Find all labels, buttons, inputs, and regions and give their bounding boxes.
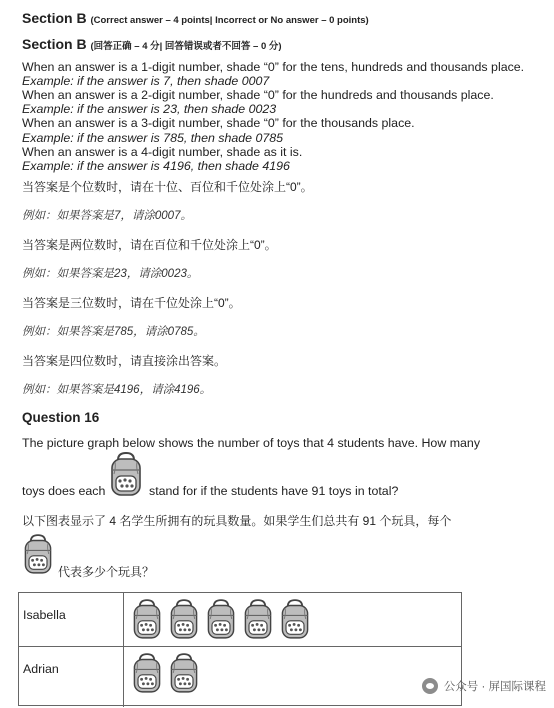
cn-rule-2: 当答案是两位数时，请在百位和千位处涂上“0”。 [22, 238, 277, 252]
toy-bag-icon [106, 450, 146, 503]
section-b-scoring-cn: (回答正确 – 4 分| 回答错误或者不回答 – 0 分) [90, 41, 282, 52]
toy-icons-adrian [129, 651, 202, 695]
toy-bag-icon [166, 597, 202, 641]
question-text-line-2a: toys does each [22, 484, 106, 498]
section-b-scoring-en: (Correct answer – 4 points| Incorrect or No answer – 0 points) [90, 15, 369, 26]
instruction-rule-en: When an answer is a 2-digit number, shade “0” for the hundreds and thousands place. [22, 88, 494, 103]
instruction-example-en: Example: if the answer is 785, then shade 0785 [22, 130, 284, 145]
question-title: Question 16 [22, 410, 100, 425]
toy-bag-icon [20, 532, 56, 581]
toy-icons-isabella [129, 597, 313, 641]
student-name: Isabella [23, 608, 66, 622]
toy-bag-icon [129, 597, 165, 641]
cn-example-3: 例如：如果答案是785，请涂0785。 [22, 326, 205, 338]
question-cn-line-1: 以下图表显示了 4 名学生所拥有的玩具数量。如果学生们总共有 91 个玩具，每个 [22, 514, 452, 528]
instruction-example-en: Example: if the answer is 23, then shade 0023 [22, 102, 277, 117]
watermark [422, 678, 546, 694]
cn-rule-3: 当答案是三位数时，请在千位处涂上“0”。 [22, 296, 241, 310]
toy-bag-icon [203, 597, 239, 641]
question-text-line-2b: stand for if the students have 91 toys in total? [149, 484, 399, 498]
question-text-line-1: The picture graph below shows the number of toys that 4 students have. How many [22, 436, 481, 450]
instruction-rule-en: When an answer is a 3-digit number, shade “0” for the thousands place. [22, 116, 415, 131]
student-name: Adrian [23, 662, 59, 676]
toy-bag-icon [129, 651, 165, 695]
instruction-rule-en: When an answer is a 4-digit number, shade as it is. [22, 144, 303, 159]
graph-row-isabella [19, 593, 461, 646]
section-b-title-en: Section B [22, 10, 87, 26]
toy-bag-icon [166, 651, 202, 695]
picture-graph [18, 592, 462, 706]
section-b-header-en [22, 10, 369, 26]
instruction-example-en: Example: if the answer is 7, then shade 0007 [22, 74, 270, 89]
instruction-example-en: Example: if the answer is 4196, then shade 4196 [22, 158, 290, 173]
watermark-text: 公众号 · 屏国际课程 [443, 681, 546, 693]
cn-example-4: 例如：如果答案是4196，请涂4196。 [22, 384, 212, 396]
section-b-title-cn: Section B [22, 36, 87, 52]
wechat-logo-icon [422, 678, 438, 694]
column-divider [123, 593, 124, 646]
section-b-header-cn [22, 36, 282, 52]
cn-rule-1: 当答案是个位数时，请在十位、百位和千位处涂上“0”。 [22, 180, 313, 194]
instruction-rule-en: When an answer is a 1-digit number, shade “0” for the tens, hundreds and thousands place. [22, 60, 525, 74]
toy-bag-icon [240, 597, 276, 641]
column-divider [123, 647, 124, 707]
cn-example-2: 例如：如果答案是23，请涂0023。 [22, 268, 199, 280]
cn-example-1: 例如：如果答案是7，请涂0007。 [22, 210, 192, 222]
question-cn-line-2: 代表多少个玩具？ [58, 565, 155, 579]
graph-row-adrian [19, 646, 461, 707]
cn-rule-4: 当答案是四位数时，请直接涂出答案。 [22, 354, 227, 368]
toy-bag-icon [277, 597, 313, 641]
